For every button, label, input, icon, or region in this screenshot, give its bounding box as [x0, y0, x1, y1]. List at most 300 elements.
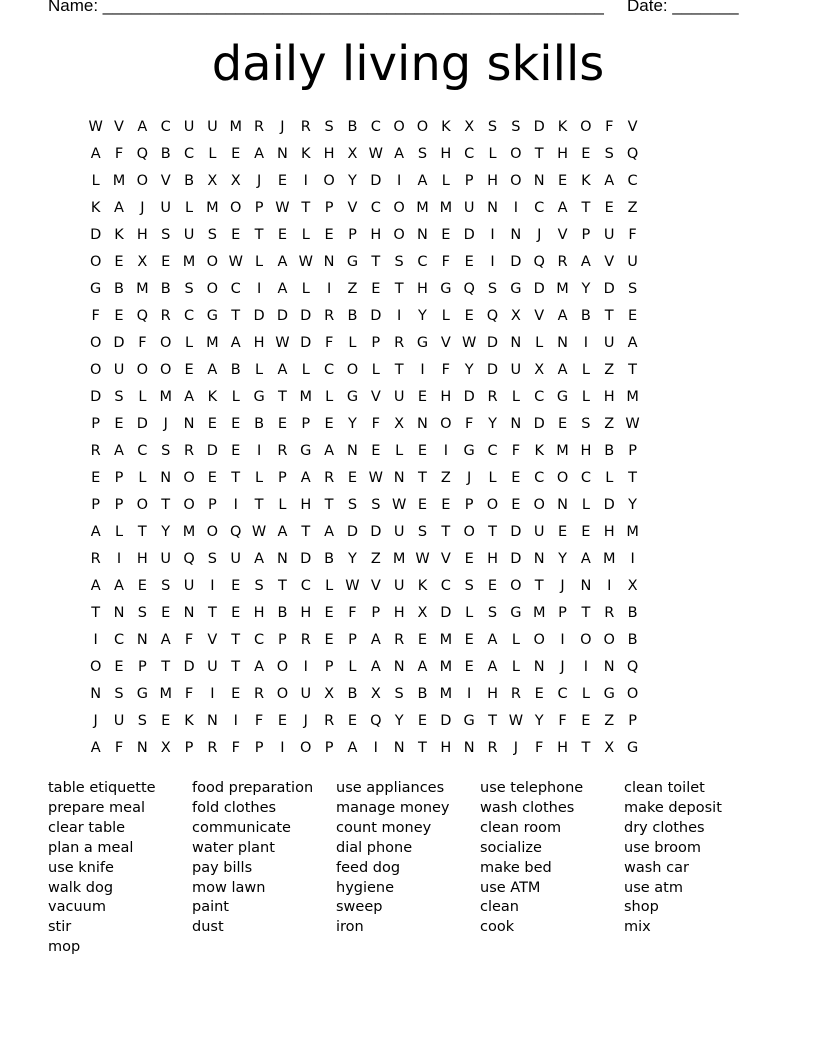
grid-letter: E [161, 605, 171, 621]
grid-letter: Y [558, 551, 567, 567]
grid-letter: O [486, 497, 499, 513]
grid-letter: P [114, 470, 124, 486]
grid-letter: Q [370, 713, 382, 729]
grid-letter: E [114, 254, 124, 270]
grid-letter: A [160, 632, 171, 648]
grid-letter: A [277, 362, 288, 378]
grid-letter: E [581, 146, 591, 162]
name-field: Name: _____________________________________________________ [48, 0, 604, 15]
grid-letter: L [185, 335, 194, 351]
grid-letter: M [626, 524, 639, 540]
grid-letter: V [370, 578, 381, 594]
grid-letter: O [136, 497, 149, 513]
grid-letter: P [628, 443, 637, 459]
grid-letter: Q [486, 308, 499, 324]
grid-letter: P [348, 632, 357, 648]
grid-letter: O [89, 362, 102, 378]
grid-letter: X [627, 578, 638, 594]
grid-letter: L [465, 605, 474, 621]
grid-letter: P [464, 497, 474, 513]
grid-row [84, 708, 738, 735]
grid-letter: L [91, 173, 100, 189]
grid-letter: K [207, 389, 218, 405]
grid-letter: O [440, 416, 452, 432]
grid-letter: T [418, 470, 427, 486]
grid-letter: L [208, 146, 217, 162]
grid-letter: A [90, 740, 101, 756]
grid-letter: N [136, 740, 148, 756]
grid-letter: B [417, 686, 428, 702]
grid-letter: W [88, 119, 103, 135]
grid-letter: J [140, 200, 145, 216]
grid-letter: F [511, 443, 521, 459]
grid-letter: E [277, 713, 287, 729]
grid-letter: H [300, 605, 312, 621]
grid-row [84, 357, 738, 384]
grid-letter: G [463, 713, 475, 729]
grid-letter: L [581, 497, 590, 513]
word-item: fold clothes [192, 799, 277, 816]
grid-letter: P [208, 497, 217, 513]
grid-letter: M [159, 686, 172, 702]
grid-letter: N [183, 605, 195, 621]
grid-letter: H [323, 146, 335, 162]
grid-letter: M [556, 443, 569, 459]
grid-letter: O [533, 497, 545, 513]
grid-row [84, 735, 738, 762]
grid-letter: E [534, 686, 544, 702]
grid-letter: I [467, 686, 472, 702]
grid-letter: S [207, 227, 217, 243]
grid-letter: L [138, 389, 147, 405]
grid-letter: A [254, 659, 265, 675]
grid-letter: O [580, 119, 592, 135]
grid-letter: F [441, 254, 450, 270]
grid-letter: P [581, 227, 591, 243]
grid-letter: R [300, 632, 311, 648]
grid-letter: F [348, 605, 357, 621]
grid-letter: G [300, 443, 312, 459]
grid-letter: L [301, 362, 310, 378]
grid-letter: A [394, 146, 405, 162]
grid-letter: T [488, 713, 497, 729]
grid-letter: O [580, 632, 592, 648]
grid-letter: V [440, 335, 451, 351]
grid-letter: G [603, 686, 615, 702]
grid-letter: M [439, 200, 453, 216]
grid-letter: D [486, 362, 499, 378]
grid-letter: N [393, 740, 405, 756]
word-item: make deposit [624, 799, 722, 816]
word-item: count money [336, 819, 432, 836]
grid-letter: S [347, 497, 358, 513]
grid-letter: S [137, 605, 147, 621]
grid-letter: E [231, 227, 241, 243]
grid-letter: S [114, 389, 124, 405]
grid-letter: U [207, 659, 218, 675]
grid-letter: J [513, 740, 518, 756]
grid-letter: C [300, 578, 311, 594]
grid-letter: S [161, 443, 171, 459]
grid-letter: F [465, 416, 474, 432]
grid-letter: R [557, 254, 568, 270]
grid-letter: H [440, 740, 452, 756]
grid-letter: I [326, 281, 332, 297]
grid-letter: O [416, 119, 429, 135]
grid-letter: U [393, 389, 405, 405]
grid-letter: T [604, 308, 614, 324]
grid-letter: I [490, 254, 495, 270]
page-title: daily living skills [211, 36, 605, 92]
grid-letter: G [346, 254, 359, 270]
word-item: feed dog [336, 859, 401, 876]
grid-letter: E [417, 713, 428, 729]
grid-letter: D [90, 389, 102, 405]
grid-letter: W [368, 146, 383, 162]
grid-letter: Z [604, 416, 615, 432]
grid-letter: E [277, 416, 287, 432]
grid-letter: F [324, 335, 334, 351]
grid-letter: T [277, 578, 287, 594]
grid-letter: L [185, 200, 194, 216]
grid-letter: R [277, 443, 288, 459]
grid-letter: L [371, 362, 380, 378]
grid-letter: E [417, 632, 428, 648]
grid-letter: C [160, 119, 171, 135]
grid-letter: B [604, 443, 615, 459]
grid-letter: B [254, 416, 265, 432]
grid-letter: M [159, 389, 172, 405]
grid-letter: N [393, 659, 405, 675]
grid-letter: U [533, 524, 545, 540]
grid-letter: H [603, 524, 615, 540]
grid-letter: M [299, 389, 313, 405]
grid-letter: A [277, 524, 288, 540]
grid-letter: M [182, 254, 196, 270]
grid-letter: P [91, 416, 101, 432]
grid-letter: V [160, 173, 171, 189]
grid-letter: T [254, 227, 264, 243]
grid-letter: N [113, 605, 125, 621]
grid-letter: H [487, 173, 498, 189]
grid-letter: T [231, 632, 241, 648]
grid-letter: I [233, 497, 238, 513]
grid-letter: A [557, 200, 568, 216]
grid-letter: A [90, 578, 101, 594]
grid-letter: G [346, 389, 359, 405]
worksheet-header [48, 0, 748, 20]
grid-letter: J [256, 173, 262, 189]
grid-letter: F [91, 308, 100, 324]
grid-letter: E [114, 308, 124, 324]
grid-letter: F [254, 713, 264, 729]
word-item: wash clothes [480, 799, 575, 816]
grid-letter: A [277, 281, 288, 297]
grid-letter: I [583, 335, 589, 351]
grid-letter: E [371, 281, 381, 297]
grid-letter: D [510, 254, 522, 270]
grid-letter: C [464, 146, 475, 162]
grid-letter: N [90, 686, 102, 702]
grid-letter: E [557, 173, 568, 189]
grid-row [84, 519, 738, 546]
grid-row [84, 573, 738, 600]
grid-letter: S [417, 524, 428, 540]
grid-letter: H [603, 389, 615, 405]
word-item: prepare meal [48, 799, 145, 816]
grid-letter: P [254, 740, 264, 756]
grid-letter: A [114, 443, 124, 459]
grid-letter: I [607, 578, 612, 594]
grid-row [84, 249, 738, 276]
grid-letter: L [535, 335, 544, 351]
grid-letter: M [136, 281, 149, 297]
grid-letter: R [184, 443, 195, 459]
grid-letter: B [347, 308, 358, 324]
grid-letter: D [370, 173, 382, 189]
grid-letter: I [233, 713, 238, 729]
grid-letter: E [324, 632, 334, 648]
grid-letter: E [441, 227, 451, 243]
word-item: shop [624, 899, 659, 916]
grid-letter: B [627, 605, 638, 621]
grid-letter: Y [348, 173, 357, 189]
grid-letter: P [324, 740, 334, 756]
grid-letter: C [440, 578, 451, 594]
grid-letter: T [231, 659, 241, 675]
grid-letter: Y [348, 551, 357, 567]
grid-letter: D [346, 524, 359, 540]
grid-letter: I [93, 632, 98, 648]
grid-letter: U [113, 713, 125, 729]
word-item: cook [480, 919, 515, 936]
word-item: iron [336, 919, 364, 936]
grid-letter: F [184, 686, 194, 702]
word-column [336, 779, 480, 958]
grid-letter: R [324, 713, 335, 729]
grid-letter: U [113, 362, 125, 378]
grid-letter: O [89, 254, 102, 270]
grid-letter: W [508, 713, 524, 729]
grid-letter: T [137, 524, 147, 540]
grid-letter: P [301, 416, 311, 432]
grid-letter: E [464, 551, 474, 567]
grid-letter: U [393, 524, 405, 540]
grid-letter: N [580, 578, 592, 594]
grid-letter: O [206, 524, 219, 540]
word-item: socialize [480, 839, 542, 856]
grid-letter: E [231, 443, 241, 459]
word-item: make bed [480, 859, 552, 876]
grid-letter: X [534, 362, 545, 378]
grid-letter: I [420, 362, 425, 378]
grid-letter: A [370, 632, 381, 648]
grid-letter: D [463, 389, 475, 405]
word-item: manage money [336, 799, 450, 816]
grid-letter: S [161, 578, 171, 594]
grid-letter: I [303, 173, 308, 189]
grid-letter: B [114, 281, 124, 297]
grid-letter: N [276, 551, 288, 567]
grid-letter: B [627, 632, 638, 648]
grid-letter: H [136, 227, 148, 243]
grid-letter: R [324, 470, 335, 486]
grid-letter: A [580, 551, 591, 567]
grid-letter: X [230, 173, 241, 189]
grid-letter: P [91, 497, 101, 513]
grid-letter: U [603, 227, 615, 243]
grid-letter: E [417, 497, 428, 513]
grid-letter: C [534, 470, 545, 486]
grid-letter: A [347, 740, 358, 756]
grid-letter: H [487, 551, 498, 567]
grid-letter: L [138, 470, 147, 486]
grid-row [84, 627, 738, 654]
grid-letter: T [301, 524, 311, 540]
grid-letter: O [89, 335, 102, 351]
grid-letter: T [324, 497, 334, 513]
grid-letter: O [393, 119, 405, 135]
grid-letter: H [487, 686, 498, 702]
word-item: clear table [48, 819, 126, 836]
grid-letter: N [160, 470, 172, 486]
grid-letter: I [303, 659, 308, 675]
grid-letter: F [558, 713, 567, 729]
grid-letter: T [628, 362, 637, 378]
grid-row [84, 654, 738, 681]
word-item: wash car [624, 859, 689, 876]
grid-letter: K [581, 173, 591, 189]
grid-letter: A [580, 254, 591, 270]
grid-letter: E [464, 308, 474, 324]
grid-letter: A [114, 200, 124, 216]
grid-letter: T [394, 281, 404, 297]
grid-letter: C [534, 389, 545, 405]
grid-letter: L [488, 146, 497, 162]
grid-row [84, 222, 738, 249]
grid-letter: G [416, 335, 429, 351]
grid-letter: J [537, 227, 542, 243]
grid-letter: R [207, 740, 218, 756]
grid-letter: H [253, 605, 265, 621]
grid-letter: H [253, 335, 265, 351]
grid-letter: D [276, 308, 288, 324]
grid-letter: N [487, 200, 498, 216]
grid-letter: M [532, 605, 546, 621]
grid-letter: S [581, 416, 591, 432]
grid-letter: W [462, 335, 477, 351]
grid-letter: O [463, 524, 475, 540]
grid-letter: E [114, 416, 124, 432]
grid-letter: E [511, 470, 521, 486]
grid-letter: D [253, 308, 265, 324]
grid-letter: N [206, 713, 218, 729]
grid-letter: Z [440, 470, 451, 486]
grid-letter: T [207, 605, 217, 621]
grid-letter: M [556, 281, 569, 297]
date-field: Date: _______ [627, 0, 739, 15]
grid-row [84, 546, 738, 573]
word-item: food preparation [192, 780, 314, 796]
grid-row [84, 303, 738, 330]
grid-letter: O [159, 335, 172, 351]
grid-letter: J [163, 416, 168, 432]
grid-letter: U [603, 335, 615, 351]
grid-letter: F [114, 146, 124, 162]
grid-letter: T [231, 470, 241, 486]
grid-letter: X [207, 173, 218, 189]
grid-letter: D [300, 335, 312, 351]
grid-letter: L [255, 470, 264, 486]
grid-letter: F [231, 740, 240, 756]
word-item: water plant [192, 839, 275, 856]
grid-letter: D [90, 227, 102, 243]
grid-letter: C [557, 686, 568, 702]
grid-letter: Y [581, 281, 591, 297]
word-item: dry clothes [624, 819, 705, 836]
grid-letter: N [510, 335, 522, 351]
grid-letter: C [417, 254, 428, 270]
grid-letter: H [580, 443, 592, 459]
grid-letter: X [137, 254, 148, 270]
grid-letter: X [324, 686, 335, 702]
word-item: clean toilet [624, 780, 705, 796]
grid-letter: N [603, 659, 615, 675]
grid-letter: H [417, 281, 428, 297]
grid-letter: K [184, 713, 194, 729]
grid-letter: N [557, 335, 568, 351]
grid-letter: O [183, 470, 195, 486]
grid-letter: E [324, 416, 334, 432]
grid-letter: S [627, 281, 638, 297]
grid-letter: S [487, 119, 498, 135]
grid-letter: S [371, 497, 381, 513]
word-item: use appliances [336, 780, 445, 796]
grid-letter: M [229, 119, 242, 135]
grid-letter: P [558, 605, 567, 621]
grid-letter: E [604, 200, 614, 216]
grid-letter: Y [418, 308, 427, 324]
grid-letter: B [347, 119, 358, 135]
grid-letter: C [183, 308, 195, 324]
grid-letter: P [464, 173, 474, 189]
grid-letter: D [136, 416, 148, 432]
grid-letter: T [534, 146, 544, 162]
grid-letter: P [114, 497, 124, 513]
grid-letter: A [254, 146, 265, 162]
grid-letter: U [393, 578, 405, 594]
grid-letter: A [184, 389, 194, 405]
grid-letter: F [371, 416, 380, 432]
grid-letter: L [231, 389, 240, 405]
grid-letter: B [230, 362, 241, 378]
grid-letter: E [324, 227, 334, 243]
grid-row [84, 600, 738, 627]
word-item: sweep [336, 899, 383, 916]
grid-letter: P [348, 227, 357, 243]
grid-letter: L [348, 659, 357, 675]
grid-letter: B [184, 173, 195, 189]
grid-letter: M [206, 335, 219, 351]
grid-letter: D [533, 281, 545, 297]
grid-letter: X [370, 686, 381, 702]
grid-letter: D [113, 335, 125, 351]
grid-letter: E [464, 659, 474, 675]
grid-letter: O [346, 362, 359, 378]
grid-letter: H [440, 389, 452, 405]
grid-letter: X [160, 740, 171, 756]
grid-letter: K [534, 443, 544, 459]
